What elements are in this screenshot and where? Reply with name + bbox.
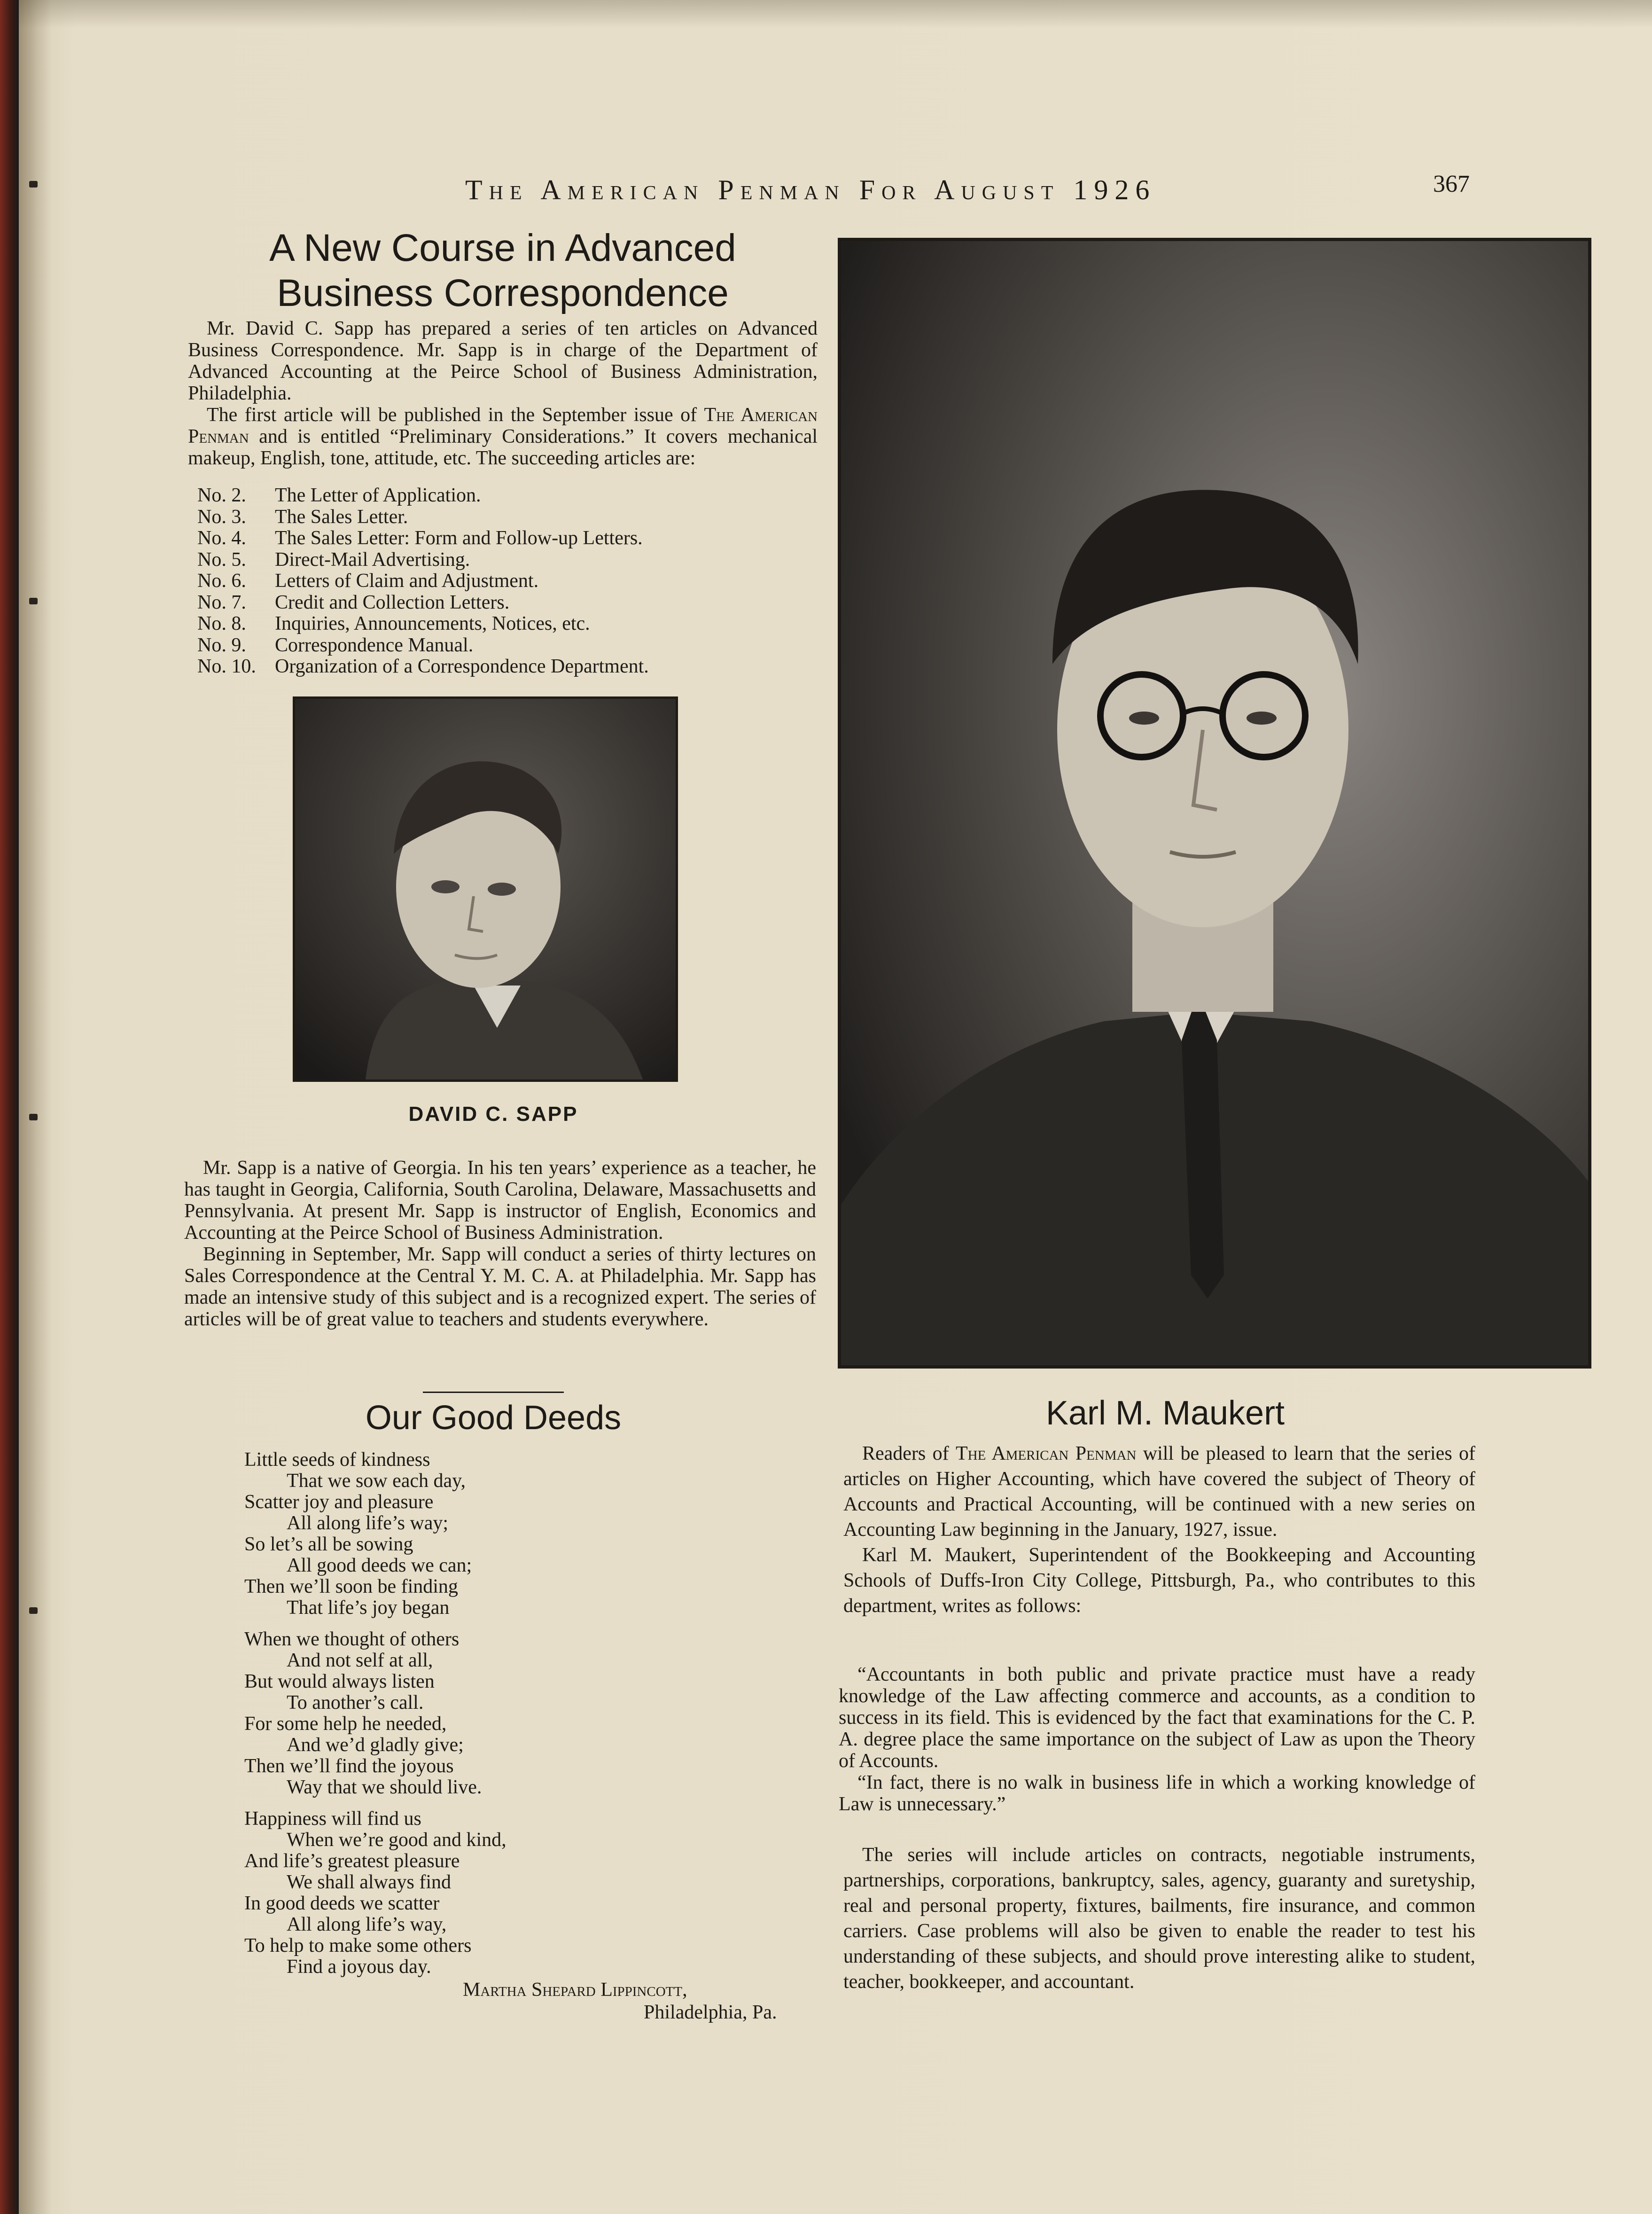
poem-line: All along life’s way, (287, 1914, 447, 1935)
book-binding (0, 0, 19, 2214)
article-title: The Letter of Application. (275, 485, 481, 506)
page-number: 367 (1433, 171, 1470, 197)
maukert-para-1 (843, 1441, 1475, 1542)
course-para-2 (188, 404, 818, 469)
poem-line: Find a joyous day. (287, 1956, 431, 1978)
article-list (197, 485, 818, 678)
course-headline-line2: Business Correspondence (277, 272, 729, 314)
course-para-2-before: The first article will be published in the September issue of (207, 404, 697, 426)
maukert-para-1-before: Readers of (862, 1443, 949, 1464)
article-list-item (197, 635, 818, 657)
article-number: No. 2. (197, 485, 246, 506)
course-para-2-after: and is entitled “Preliminary Considerations.” It covers mechanical makeup, English, tone, attitude, etc. The succeeding articles are: (188, 426, 818, 469)
maukert-quote-1: “Accountants in both public and private practice must have a ready knowledge of the Law affecting commerce and accounts, as a condition to success in its field. This is evidenced by the fact that examinations for the C. P. A. degree place the same importance on the subject of Law as upon the Theory of Accounts. (839, 1664, 1475, 1772)
running-header: The American Penman For August 1926 (465, 174, 1156, 205)
article-number: No. 5. (197, 548, 246, 571)
article-title: The Sales Letter: Form and Follow-up Letters. (275, 527, 643, 549)
poem-line: When we thought of others (244, 1628, 460, 1650)
poem-line: Little seeds of kindness (244, 1449, 430, 1471)
article-title: The Sales Letter. (275, 506, 408, 528)
sapp-bio (184, 1157, 816, 1330)
article-title: Inquiries, Announcements, Notices, etc. (275, 613, 590, 634)
poem-line: To help to make some others (244, 1935, 472, 1956)
maukert-portrait-image (841, 241, 1588, 1365)
maukert-para-3: The series will include articles on contracts, negotiable instruments, partnerships, corporations, bankruptcy, sales, agency, guaranty and suretyship, real and personal property, fixtures, bailments, fire insurance, and common carriers. Case problems will also be given to enable the reader to test his understanding of these subjects, and should prove interesting alike to student, teacher, bookkeeper, and accountant. (843, 1844, 1475, 1993)
poem-line: That we sow each day, (287, 1470, 466, 1492)
poem-line: Then we’ll soon be finding (244, 1576, 458, 1597)
course-headline (188, 226, 818, 316)
article-title: Organization of a Correspondence Department. (275, 656, 649, 677)
article-list-item (197, 528, 818, 549)
poem-line: We shall always find (287, 1871, 452, 1893)
poem-stanza (244, 1808, 855, 1978)
article-list-item (197, 592, 818, 614)
maukert-quote (839, 1664, 1475, 1815)
poem-line: But would always listen (244, 1671, 435, 1692)
course-intro (188, 318, 818, 469)
poem-line: In good deeds we scatter (244, 1893, 440, 1914)
article-list-item (197, 549, 818, 571)
course-para-1: Mr. David C. Sapp has prepared a series of ten articles on Advanced Business Correspondence. Mr. Sapp is in charge of the Department of Advanced Accounting at the Peirce School of Business Administration, Philadelphia. (188, 318, 818, 404)
poem-line: Way that we should live. (287, 1776, 482, 1798)
article-title: Credit and Collection Letters. (275, 591, 510, 613)
poem-line: So let’s all be sowing (244, 1533, 413, 1555)
sapp-bio-para-2: Beginning in September, Mr. Sapp will conduct a series of thirty lectures on Sales Correspondence at the Central Y. M. C. A. at Philadelphia. Mr. Sapp has made an intensive study of this subject and is a recognized expert. The series of articles will be of great value to teachers and students everywhere. (184, 1244, 816, 1330)
article-list-item (197, 507, 818, 528)
poem-location: Philadelphia, Pa. (644, 2002, 777, 2023)
article-number: No. 6. (197, 570, 246, 592)
maukert-para-2: Karl M. Maukert, Superintendent of the Bookkeeping and Accounting Schools of Duffs-Iron City College, Pittsburgh, Pa., who contributes to this department, writes as follows: (843, 1544, 1475, 1617)
maukert-closing (843, 1842, 1475, 1995)
poem-line: For some help he needed, (244, 1713, 447, 1735)
poem-stanza (244, 1629, 855, 1798)
article-number: No. 7. (197, 591, 246, 613)
poem-line: To another’s call. (287, 1692, 424, 1713)
poem-line: All good deeds we can; (287, 1555, 472, 1576)
poem-line: And life’s greatest pleasure (244, 1850, 460, 1872)
poem-line: That life’s joy began (287, 1597, 450, 1619)
section-divider (423, 1392, 564, 1393)
maukert-title: Karl M. Maukert (1045, 1394, 1285, 1432)
poem-line: And we’d gladly give; (287, 1734, 464, 1756)
magazine-name: The American Penman (188, 404, 818, 447)
article-number: No. 10. (197, 656, 256, 677)
sapp-photo-caption: DAVID C. SAPP (408, 1103, 578, 1126)
article-list-item (197, 613, 818, 635)
article-number: No. 3. (197, 506, 246, 528)
article-title: Correspondence Manual. (275, 634, 474, 656)
article-list-item (197, 485, 818, 507)
poem-line: And not self at all, (287, 1650, 433, 1671)
poem-title: Our Good Deeds (365, 1399, 622, 1437)
poem-body (244, 1449, 855, 1988)
poem-line: When we’re good and kind, (287, 1829, 507, 1851)
sapp-portrait-image (295, 699, 676, 1080)
maukert-portrait (838, 238, 1591, 1369)
magazine-name: The American Penman (955, 1443, 1137, 1464)
maukert-para-1-after: will be pleased to learn that the series of articles on Higher Accounting, which have covered the subject of Theory of Accounts and Practical Accounting, will be continued with a new series on Accounting Law beginning in the January, 1927, issue. (843, 1443, 1476, 1541)
maukert-quote-2: “In fact, there is no walk in business life in which a working knowledge of Law is unnecessary.” (839, 1772, 1475, 1815)
poem-line: Happiness will find us (244, 1808, 421, 1830)
poem-stanza (244, 1449, 855, 1619)
article-title: Letters of Claim and Adjustment. (275, 570, 539, 592)
maukert-intro (843, 1441, 1475, 1619)
poem-author: Martha Shepard Lippincott, (463, 1979, 687, 2001)
course-headline-line1: A New Course in Advanced (269, 227, 736, 269)
article-number: No. 4. (197, 527, 246, 549)
article-title: Direct-Mail Advertising. (275, 548, 470, 571)
gutter-shadow (19, 0, 52, 2214)
poem-line: All along life’s way; (287, 1512, 449, 1534)
article-number: No. 8. (197, 613, 246, 634)
poem-line: Then we’ll find the joyous (244, 1755, 454, 1777)
article-list-item (197, 571, 818, 592)
top-shadow (19, 0, 1652, 28)
poem-line: Scatter joy and pleasure (244, 1491, 434, 1513)
article-list-item (197, 656, 818, 678)
sapp-portrait (293, 696, 678, 1082)
sapp-bio-para-1: Mr. Sapp is a native of Georgia. In his ten years’ experience as a teacher, he has taught in Georgia, California, South Carolina, Delaware, Massachusetts and Pennsylvania. At present Mr. Sapp is instructor of English, Economics and Accounting at the Peirce School of Business Administration. (184, 1157, 816, 1244)
article-number: No. 9. (197, 634, 246, 656)
